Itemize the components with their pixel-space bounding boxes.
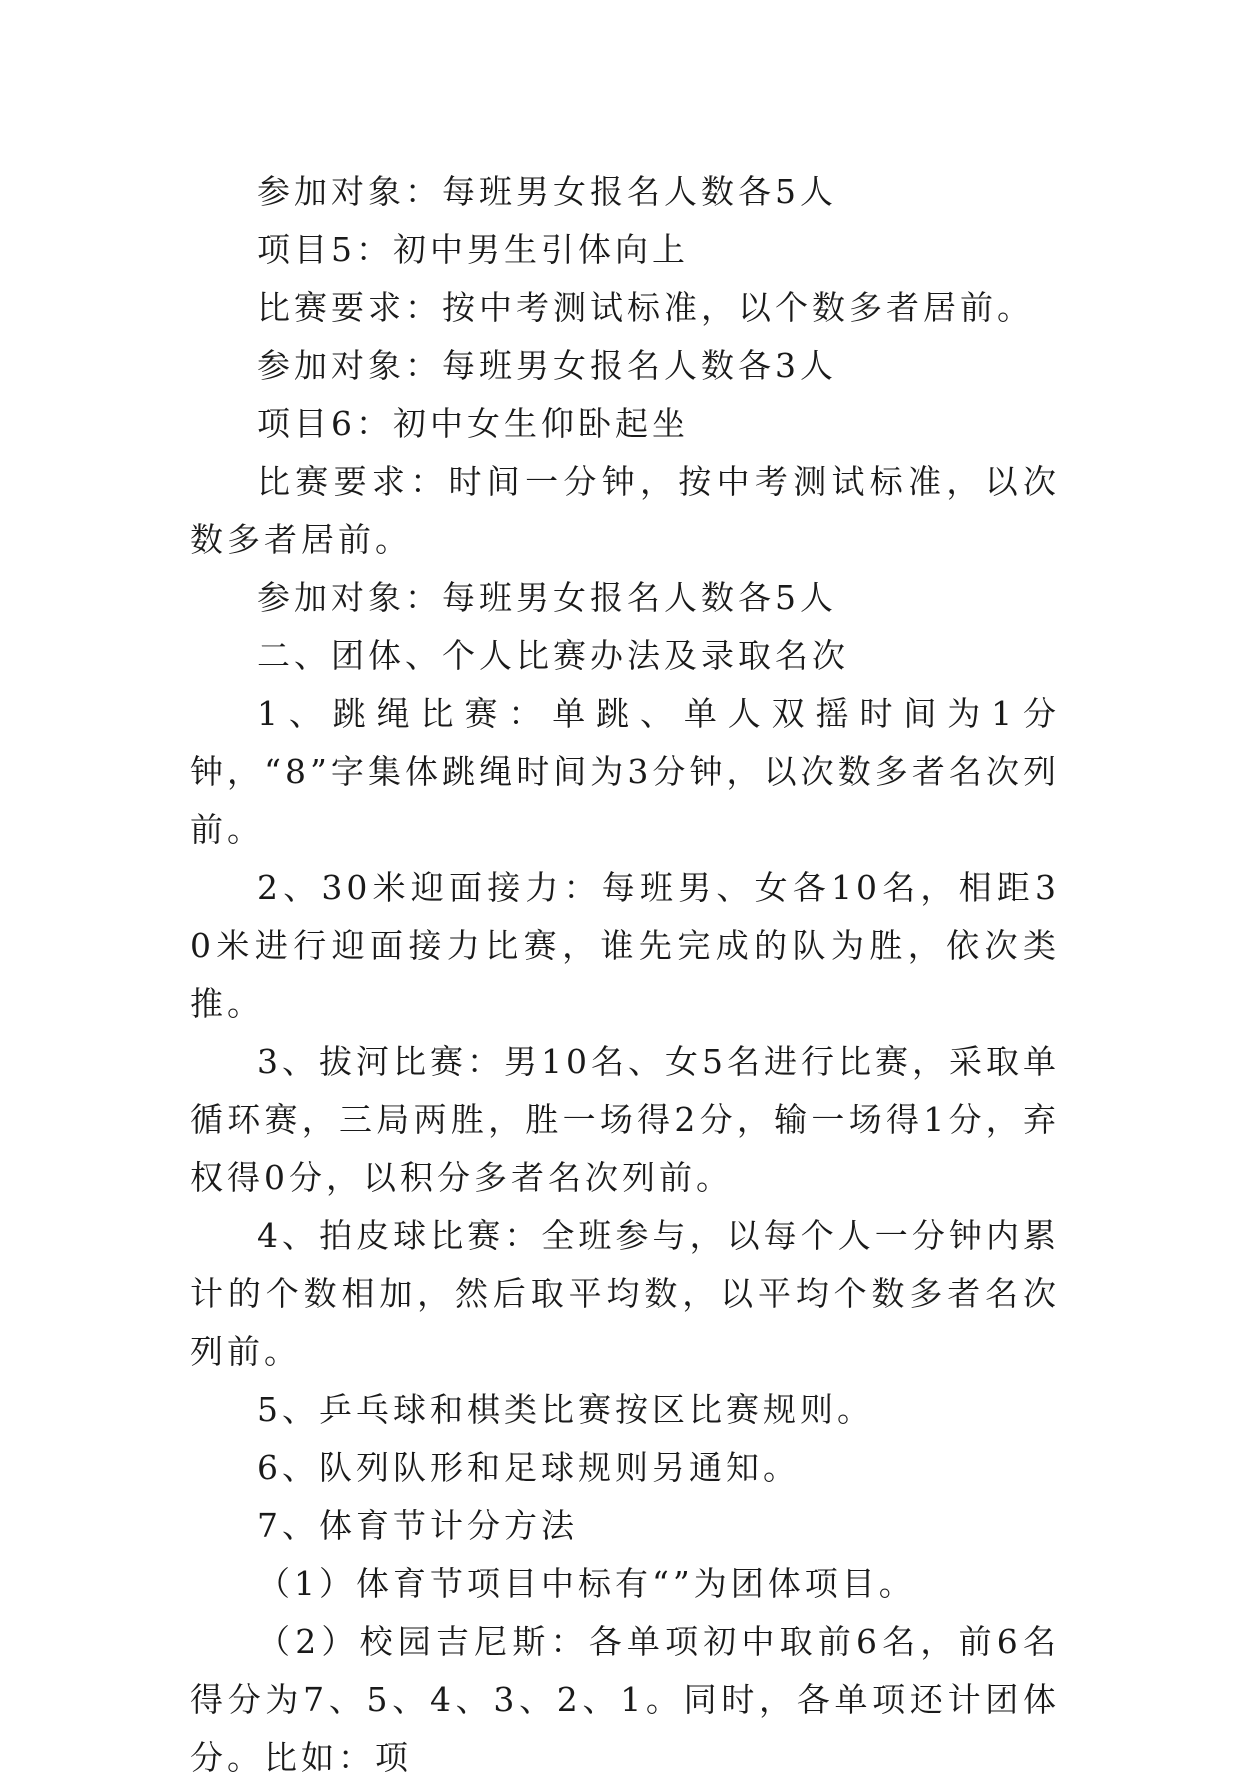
paragraph-scoring-2: （2）校园吉尼斯：各单项初中取前6名，前6名得分为7、5、4、3、2、1。同时，各单项还计团体分。比如：项 — [190, 1622, 1060, 1777]
paragraph-requirements-6: 比赛要求：时间一分钟，按中考测试标准，以次数多者居前。 — [190, 462, 1060, 559]
paragraph-participants-5: 参加对象：每班男女报名人数各3人 — [257, 346, 837, 385]
paragraph-rule-4: 4、拍皮球比赛：全班参与，以每个人一分钟内累计的个数相加，然后取平均数，以平均个数多者名次列前。 — [190, 1216, 1060, 1371]
paragraph-scoring-1: （1）体育节项目中标有“”为团体项目。 — [257, 1564, 916, 1603]
paragraph-rule-1: 1、跳绳比赛：单跳、单人双摇时间为1分钟，“8”字集体跳绳时间为3分钟，以次数多者名次列前。 — [190, 694, 1060, 849]
paragraph-participants-1: 参加对象：每班男女报名人数各5人 — [257, 172, 837, 211]
paragraph-rule-2: 2、30米迎面接力：每班男、女各10名，相距30米进行迎面接力比赛，谁先完成的队为胜，依次类推。 — [190, 868, 1060, 1023]
paragraph-rule-5: 5、乒乓球和棋类比赛按区比赛规则。 — [257, 1390, 874, 1429]
paragraph-rule-6: 6、队列队形和足球规则另通知。 — [257, 1448, 800, 1487]
paragraph-requirements-5: 比赛要求：按中考测试标准，以个数多者居前。 — [257, 288, 1034, 327]
document-body — [190, 163, 1060, 1787]
paragraph-participants-6: 参加对象：每班男女报名人数各5人 — [257, 578, 837, 617]
paragraph-event-6: 项目6：初中女生仰卧起坐 — [257, 404, 689, 443]
section-heading-2: 二、团体、个人比赛办法及录取名次 — [257, 636, 849, 675]
paragraph-rule-7: 7、体育节计分方法 — [257, 1506, 578, 1545]
paragraph-rule-3: 3、拔河比赛：男10名、女5名进行比赛，采取单循环赛，三局两胜，胜一场得2分，输一场得1分，弃权得0分，以积分多者名次列前。 — [190, 1042, 1060, 1197]
paragraph-event-5: 项目5：初中男生引体向上 — [257, 230, 689, 269]
